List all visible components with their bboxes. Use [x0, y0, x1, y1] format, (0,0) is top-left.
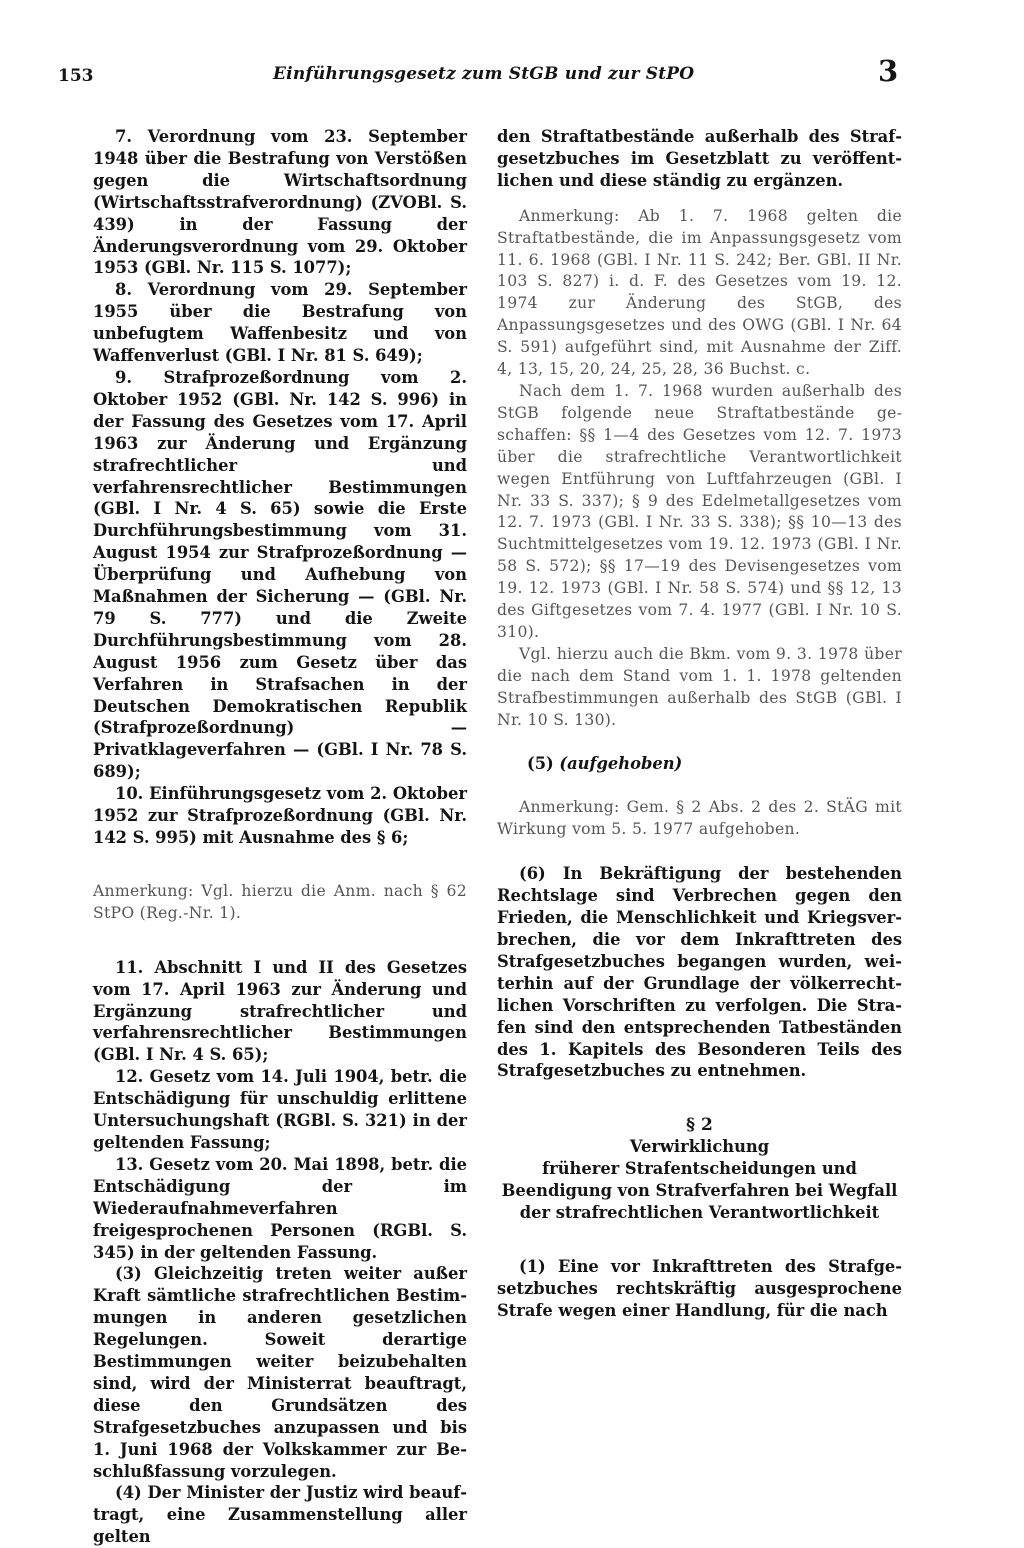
item-11: 11. Abschnitt I und II des Gesetzes vom 17. April 1963 zur Änderung und Ergänzung strafrechtlicher und verfahrensrechtlicher Bestimmungen (GBl. I Nr. 4 S. 65); — [93, 957, 467, 1065]
paragraph-5-number: (5) — [527, 754, 554, 774]
annotation-reference: Vgl. hierzu auch die Bkm. vom 9. 3. 1978 über die nach dem Stand vom 1. 1. 1978 geltenden Strafbestimmungen außerhalb des StGB (GBl. I Nr. 10 S. 130). — [497, 644, 902, 729]
section-title-line: früherer Strafentscheidungen und — [542, 1159, 857, 1179]
section-title-line: Beendigung von Strafverfahren bei Wegfall — [501, 1181, 898, 1201]
annotation-continued: Nach dem 1. 7. 1968 wurden außerhalb des StGB folgende neue Straftatbestände geschaffen: §§ 1—4 des Gesetzes vom 12. 7. 1973 über die strafrechtliche Verantwortlichkeit wegen Entführung von Luftfahrzeugen (GBl. I Nr. 33 S. 337); § 9 des Edelmetallgesetzes vom 12. 7. 1973 (GBl. I Nr. 33 S. 338); §§ 10—13 des Suchtmittelgesetzes vom 19. 12. 1973 (GBl. I Nr. 58 S. 572); §§ 17—19 des Devisengesetzes vom 19. 12. 1973 (GBl. I Nr. 58 S. 574) und §§ 12, 13 des Giftgesetzes vom 7. 4. 1977 (GBl. I Nr. 10 S. 310). — [497, 381, 902, 641]
page-number: 153 — [58, 66, 94, 86]
right-column — [497, 126, 902, 1322]
paragraph-4-continued: den Straftatbestände außerhalb des Strafgesetzbuches im Gesetzblatt zu veröffentlichen und diese ständig zu ergänzen. — [497, 127, 902, 190]
paragraph-4: (4) Der Minister der Justiz wird beauftragt, eine Zusammenstellung aller gelten — [93, 1483, 467, 1547]
left-column — [93, 126, 467, 1548]
annotation: Anmerkung: Gem. § 2 Abs. 2 des 2. StÄG mit Wirkung vom 5. 5. 1977 aufgehoben. — [497, 798, 902, 839]
annotation: Anmerkung: Ab 1. 7. 1968 gelten die Straftatbestände, die im Anpassungsgesetz vom 11. 6. 1968 (GBl. I Nr. 11 S. 242; Ber. GBl. II Nr. 103 S. 827) i. d. F. des Gesetzes vom 19. 12. 1974 zur Änderung des StGB, des Anpassungsgesetzes und des OWG (GBl. I Nr. 64 S. 591) aufgeführt sind, mit Ausnahme der Ziff. 4, 13, 15, 20, 24, 25, 28, 36 Buchst. c. — [497, 206, 902, 379]
paragraph-5 — [497, 753, 902, 775]
section-number: § 2 — [686, 1115, 713, 1136]
item-13: 13. Gesetz vom 20. Mai 1898, betr. die Entschädigung der im Wiederaufnahmeverfahren freigesprochenen Personen (RGBl. S. 345) in der geltenden Fassung. — [93, 1154, 467, 1262]
paragraph-6: (6) In Bekräftigung der bestehenden Rechtslage sind Verbrechen gegen den Frieden, die Menschlichkeit und Kriegsverbrechen, die vor dem Inkrafttreten des Strafgesetzbuches begangen wurden, weiterhin auf der Grundlage der völkerrechtlichen Vorschriften zu verfolgen. Die Strafen sind den entsprechenden Tatbeständen des 1. Kapitels des Besonderen Teils des Strafgesetzbuches zu entnehmen. — [497, 864, 902, 1081]
chapter-number: 3 — [878, 54, 899, 88]
item-10: 10. Einführungsgesetz vom 2. Oktober 1952 zur Strafprozeßordnung (GBl. Nr. 142 S. 995) mit Ausnahme des § 6; — [93, 784, 467, 847]
item-8: 8. Verordnung vom 29. September 1955 über die Bestrafung von unbefugtem Waffenbesitz und von Waffenverlust (GBl. I Nr. 81 S. 649); — [93, 280, 467, 366]
annotation: Anmerkung: Vgl. hierzu die Anm. nach § 62 StPO (Reg.-Nr. 1). — [93, 881, 467, 922]
page-header — [58, 54, 904, 96]
section-title-line: der strafrechtlichen Verantwortlichkeit — [519, 1203, 880, 1223]
item-7: 7. Verordnung vom 23. September 1948 über die Bestrafung von Verstößen gegen die Wirtschaftsordnung (Wirtschaftsstrafverordnung) (ZVOBl. S. 439) in der Fassung der Änderungsverordnung vom 29. Oktober 1953 (GBl. Nr. 115 S. 1077); — [93, 127, 467, 278]
item-9: 9. Strafprozeßordnung vom 2. Oktober 1952 (GBl. Nr. 142 S. 996) in der Fassung des Gesetzes vom 17. April 1963 zur Änderung und Ergänzung strafrechtlicher und verfahrensrechtlicher Bestimmungen (GBl. I Nr. 4 S. 65) sowie die Erste Durchführungsbestimmung vom 31. August 1954 zur Strafprozeßordnung — Überprüfung und Aufhebung von Maßnahmen der Sicherung — (GBl. Nr. 79 S. 777) und die Zweite Durchführungsbestimmung vom 28. August 1956 zum Gesetz über das Verfahren in Strafsachen in der Deutschen Demokratischen Republik (Strafprozeßordnung) — Privatklageverfahren — (GBl. I Nr. 78 S. 689); — [93, 367, 467, 782]
section-2-paragraph-1: (1) Eine vor Inkrafttreten des Strafgesetzbuches rechtskräftig ausgesprochene Strafe wegen einer Handlung, für die nach — [497, 1256, 902, 1320]
item-12: 12. Gesetz vom 14. Juli 1904, betr. die Entschädigung für unschuldig erlittene Untersuchungshaft (RGBl. S. 321) in der geltenden Fassung; — [93, 1067, 467, 1152]
section-title-line: Verwirklichung — [629, 1137, 770, 1157]
paragraph-5-status: (aufgehoben) — [559, 754, 683, 774]
running-title: Einführungsgesetz zum StGB und zur StPO — [273, 64, 695, 84]
paragraph-3: (3) Gleichzeitig treten weiter außer Kraft sämtliche strafrechtlichen Bestimmungen in anderen gesetzlichen Regelungen. Soweit derartige Bestimmungen weiter beizubehalten sind, wird der Ministerrat beauftragt, diese den Grundsätzen des Strafgesetzbuches anzupassen und bis 1. Juni 1968 der Volkskammer zur Beschlußfassung vorzulegen. — [93, 1264, 467, 1481]
